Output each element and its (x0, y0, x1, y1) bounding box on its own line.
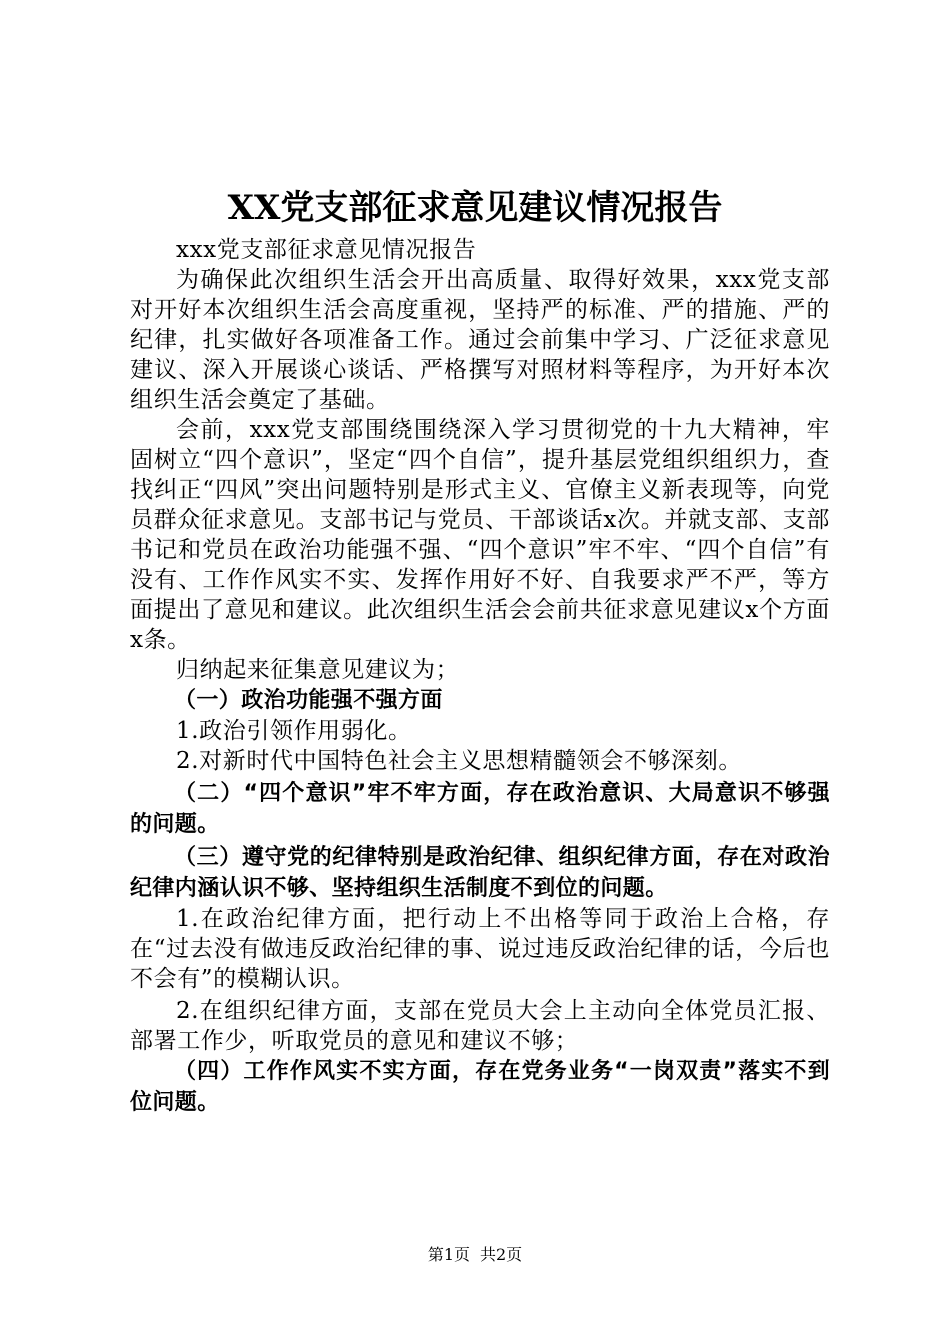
section-heading-1: （一）政治功能强不强方面 (174, 688, 443, 713)
document-title: XX党支部征求意见建议情况报告 (227, 188, 723, 228)
pre-meeting-paragraph: 会前，xxx党支部围绕围绕深入学习贯彻党的十九大精神，牢固树立“四个意识”，坚定“四个自信”，提升基层党组织组织力，查找纠正“四风”突出问题特别是形式主义、官僚主义新表现等，向党员群众征求意见。支部书记与党员、干部谈话x次。并就支部、支部书记和党员在政治功能强不强、“四个意识”牢不牢、“四个自信”有没有、工作作风实不实、发挥作用好不好、自我要求严不严，等方面提出了意见和建议。此次组织生活会会前共征求意见建议x个方面x条。 (130, 417, 830, 653)
section-1-item-2: 2.对新时代中国特色社会主义思想精髓领会不够深刻。 (176, 748, 742, 774)
section-1-item-1: 1.政治引领作用弱化。 (176, 718, 412, 744)
section-heading-2: （二）“四个意识”牢不牢方面，存在政治意识、大局意识不够强的问题。 (130, 781, 830, 837)
section-heading-3: （三）遵守党的纪律特别是政治纪律、组织纪律方面，存在对政治纪律内涵认识不够、坚持组织生活制度不到位的问题。 (130, 845, 830, 901)
subtitle-paragraph: xxx党支部征求意见情况报告 (176, 237, 477, 263)
page-total: 共2页 (480, 1245, 523, 1264)
page-footer (0, 1243, 950, 1267)
page-number: 第1页 (427, 1245, 470, 1264)
section-3-item-2: 2.在组织纪律方面，支部在党员大会上主动向全体党员汇报、部署工作少，听取党员的意见和建议不够； (130, 998, 830, 1054)
document-body (130, 235, 830, 1118)
intro-paragraph: 为确保此次组织生活会开出高质量、取得好效果，xxx党支部对开好本次组织生活会高度重视，坚持严的标准、严的措施、严的纪律，扎实做好各项准备工作。通过会前集中学习、广泛征求意见建议、深入开展谈心谈话、严格撰写对照材料等程序，为开好本次组织生活会奠定了基础。 (130, 267, 830, 413)
summary-lead-paragraph: 归纳起来征集意见建议为； (176, 657, 460, 683)
section-3-item-1: 1.在政治纪律方面，把行动上不出格等同于政治上合格，存在“过去没有做违反政治纪律的事、说过违反政治纪律的话，今后也不会有”的模糊认识。 (130, 906, 830, 992)
section-heading-4: （四）工作作风实不实方面，存在党务业务“一岗双责”落实不到位问题。 (130, 1059, 830, 1115)
